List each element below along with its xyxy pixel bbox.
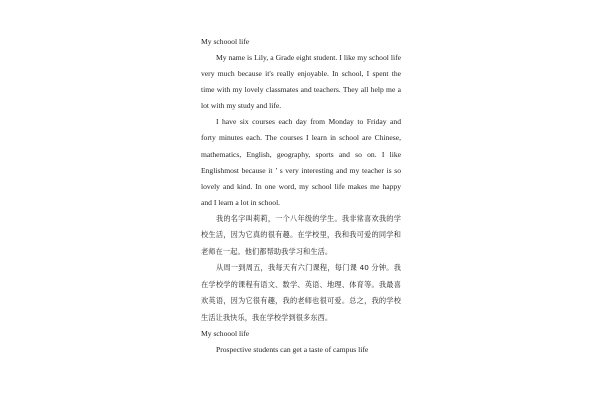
document-title-repeat: My schoool life	[201, 329, 250, 339]
chinese-paragraph-2: 从周一到周五，我每天有六门课程，每门课 40 分钟。我在学校学的课程有语文、数学、英语、地理、体育等。我最喜欢英语，因为它很有趣，我的老师也很可爱。总之，我的学校生活让我快乐，我在学校学到很多东西。	[201, 263, 401, 322]
document-column	[201, 34, 401, 359]
trailing-paragraph: Prospective students can get a taste of campus life	[216, 345, 369, 355]
english-paragraph-1: My name is Lily, a Grade eight student. I like my school life very much because it's really enjoyable. In school, I spent the time with my lovely classmates and teachers. They all help me a lot with my study and life.	[201, 53, 401, 111]
english-paragraph-2: I have six courses each day from Monday to Friday and forty minutes each. The courses I learn in school are Chinese, mathematics, English, geography, sports and so on. I like Englishmost because it ’ s very interesting and my teacher is so lovely and kind. In one word, my school life makes me happy and I learn a lot in school.	[201, 117, 401, 207]
document-title: My schoool life	[201, 37, 250, 46]
chinese-paragraph-1: 我的名字叫莉莉，一个八年级的学生。我非常喜欢我的学校生活，因为它真的很有趣。在学校里，我和我可爱的同学和老师在一起。他们都帮助我学习和生活。	[201, 213, 401, 256]
